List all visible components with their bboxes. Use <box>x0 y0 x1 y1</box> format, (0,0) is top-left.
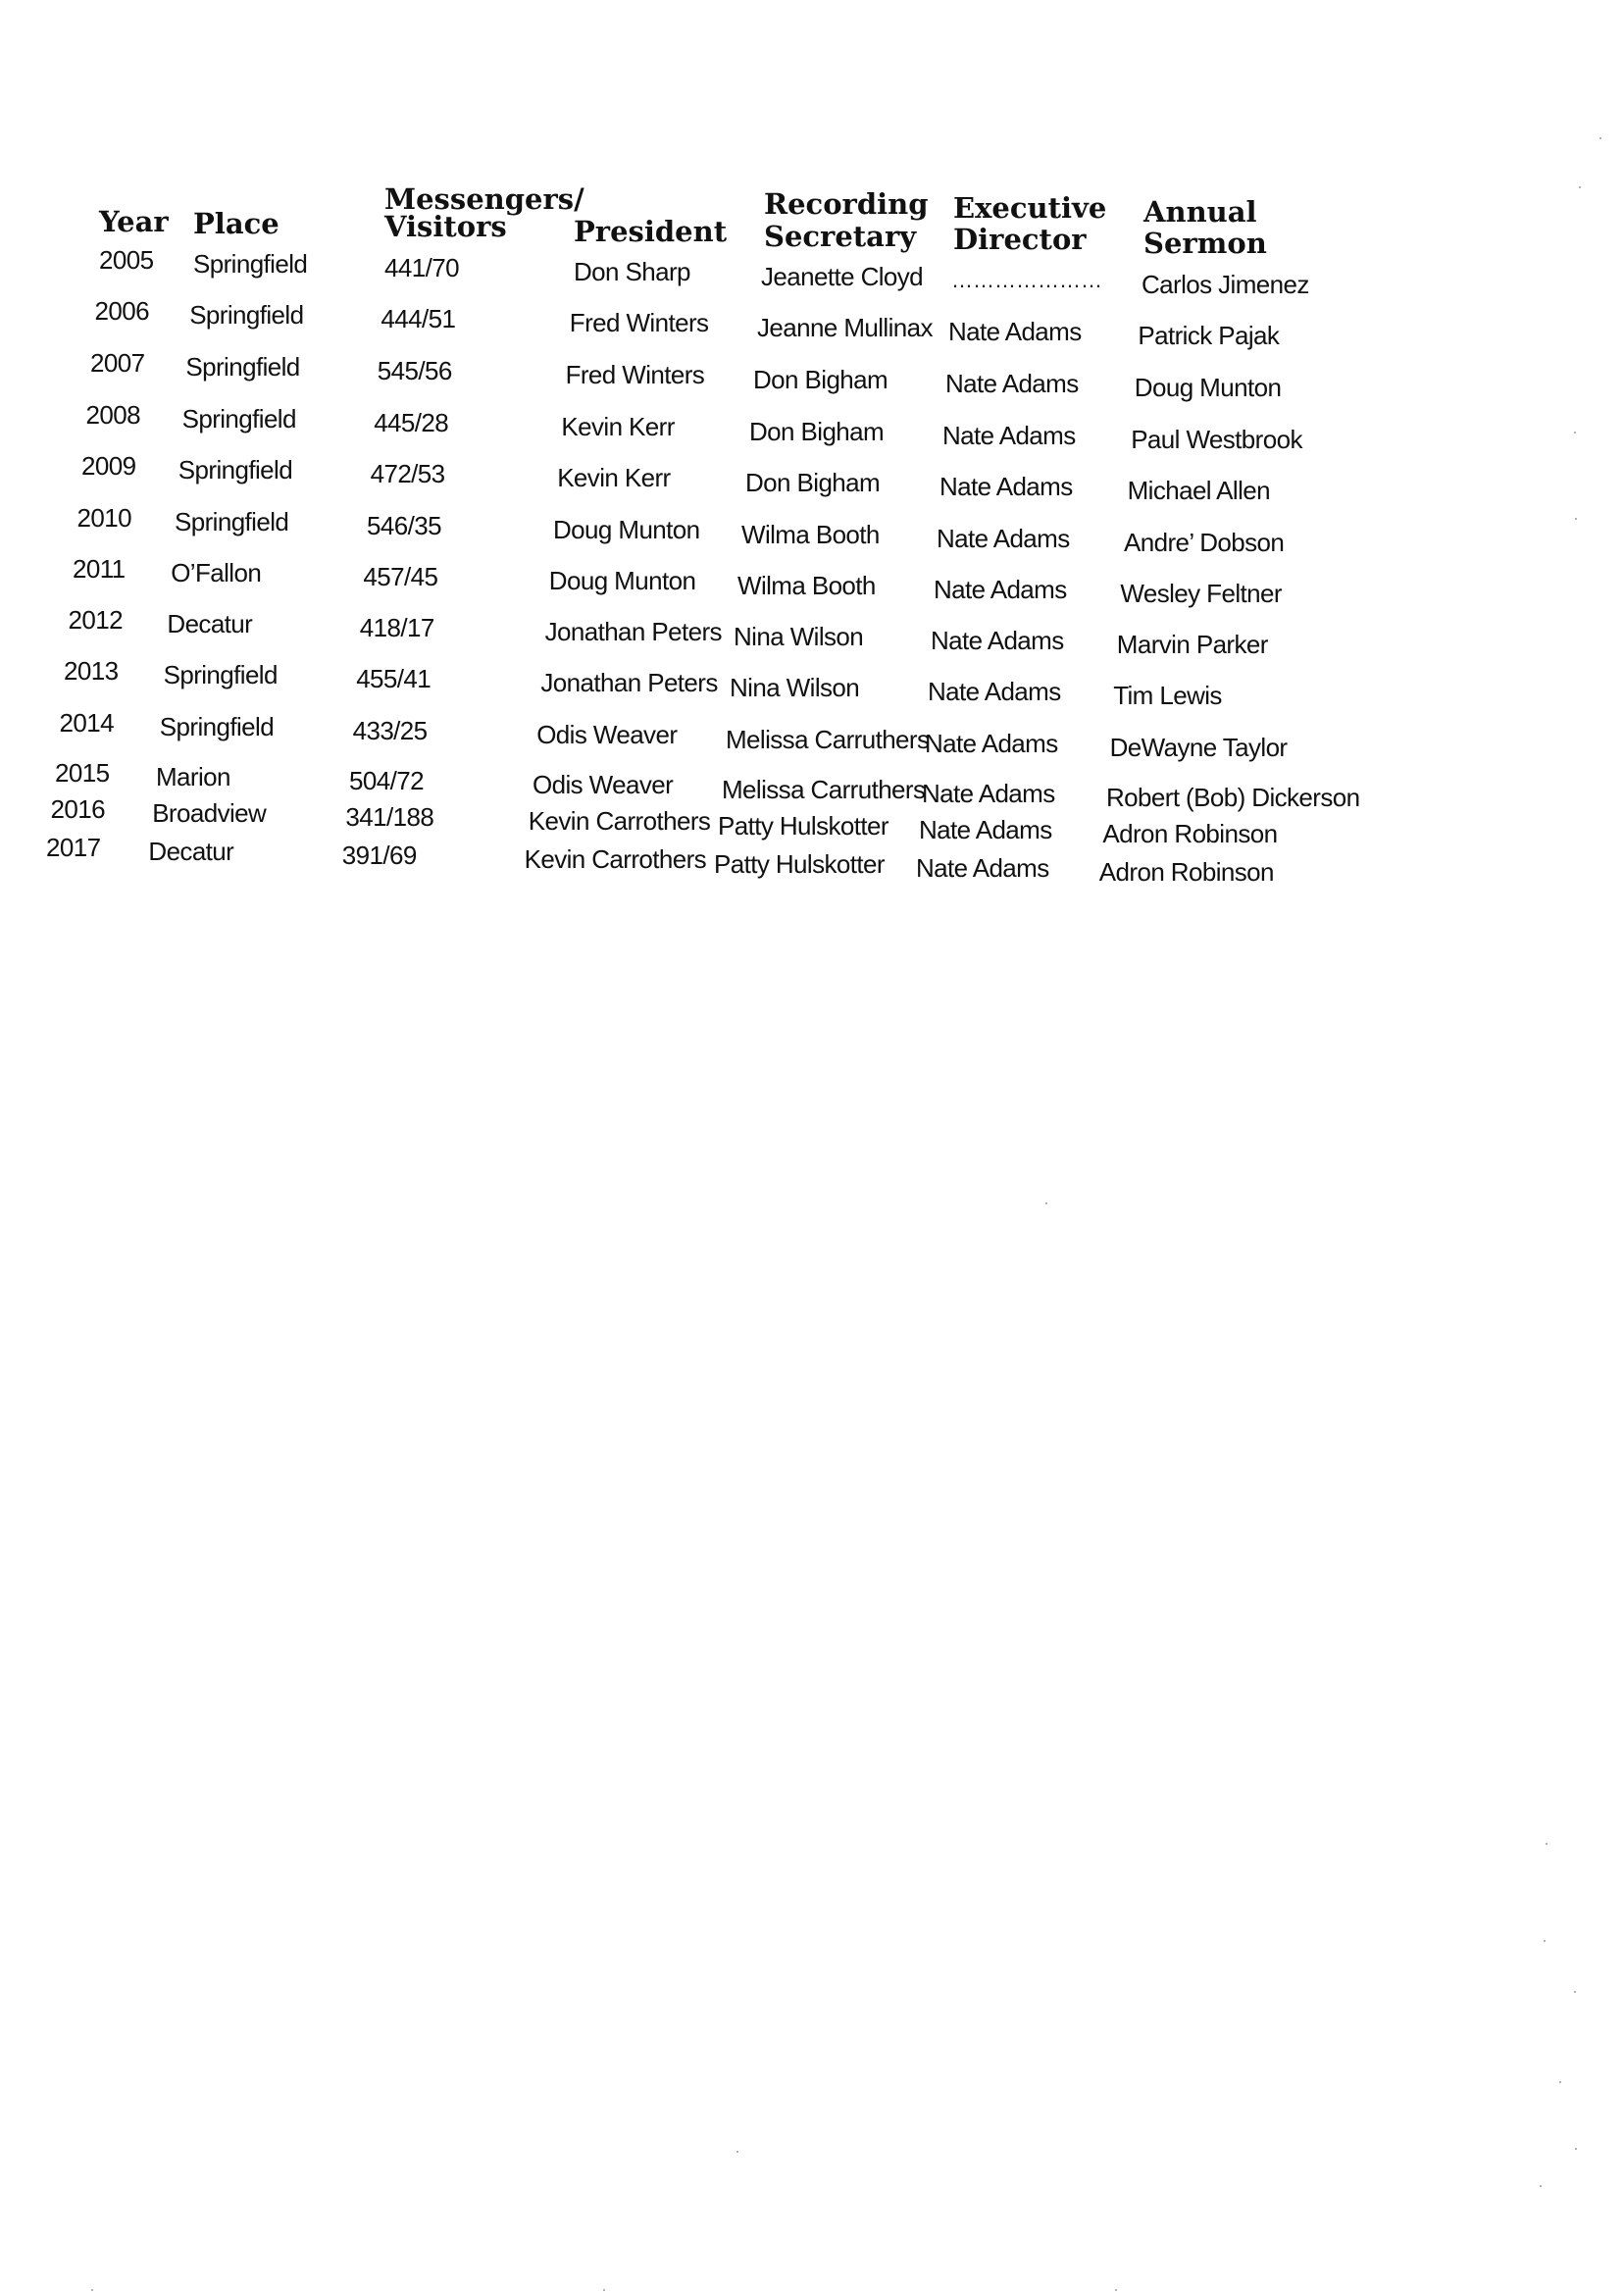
messengers-cell: 391/69 <box>341 841 417 871</box>
year-cell: 2016 <box>50 794 105 824</box>
scan-speck <box>1559 2081 1561 2083</box>
executive-director-cell: Nate Adams <box>925 728 1058 758</box>
header-recording-line2: Secretary <box>764 220 917 253</box>
place-cell: Springfield <box>159 712 275 742</box>
recording-secretary-cell: Wilma Booth <box>737 570 876 600</box>
year-cell: 2009 <box>81 451 136 481</box>
scan-speck <box>1579 186 1581 188</box>
header-messengers-line1: Messengers/ <box>384 182 584 216</box>
header-place: Place <box>193 207 279 240</box>
messengers-cell: 433/25 <box>352 716 428 746</box>
executive-director-cell: Nate Adams <box>937 523 1070 553</box>
executive-director-cell: Nate Adams <box>931 625 1064 655</box>
place-cell: Decatur <box>148 837 234 867</box>
recording-secretary-cell: Jeanette Cloyd <box>761 261 924 291</box>
messengers-cell: 472/53 <box>370 459 445 489</box>
president-cell: Jonathan Peters <box>540 668 718 698</box>
year-cell: 2015 <box>55 758 110 788</box>
recording-secretary-cell: Don Bigham <box>753 364 888 394</box>
executive-director-cell: Nate Adams <box>939 471 1073 501</box>
president-cell: Fred Winters <box>569 308 709 338</box>
recording-secretary-cell: Nina Wilson <box>734 621 864 651</box>
place-cell: Broadview <box>152 798 267 829</box>
place-cell: Springfield <box>181 404 296 434</box>
annual-sermon-cell: Doug Munton <box>1134 372 1282 402</box>
annual-meeting-table <box>0 0 1624 922</box>
place-cell: Springfield <box>189 300 304 331</box>
place-cell: Springfield <box>175 507 289 537</box>
president-cell: Odis Weaver <box>536 720 678 750</box>
messengers-cell: 455/41 <box>356 664 431 694</box>
recording-secretary-cell: Wilma Booth <box>741 519 880 549</box>
scan-speck <box>1574 1991 1576 1993</box>
annual-sermon-cell: Adron Robinson <box>1102 818 1278 848</box>
president-cell: Kevin Carrothers <box>528 806 711 837</box>
messengers-cell: 504/72 <box>349 766 424 796</box>
header-recording-line1: Recording <box>764 187 929 221</box>
president-cell: Odis Weaver <box>533 770 674 800</box>
executive-director-cell: Nate Adams <box>928 676 1061 706</box>
annual-sermon-cell: Paul Westbrook <box>1131 424 1302 454</box>
annual-sermon-cell: DeWayne Taylor <box>1109 732 1288 762</box>
scan-speck <box>1575 518 1577 520</box>
executive-director-cell: Nate Adams <box>948 316 1082 346</box>
recording-secretary-cell: Melissa Carruthers <box>722 774 926 804</box>
recording-secretary-cell: Don Bigham <box>745 467 881 497</box>
scan-speck <box>1540 2185 1542 2187</box>
annual-sermon-cell: Michael Allen <box>1127 475 1270 505</box>
place-cell: Springfield <box>178 455 293 485</box>
messengers-cell: 441/70 <box>384 253 459 283</box>
place-cell: O’Fallon <box>171 558 262 588</box>
president-cell: Fred Winters <box>565 360 705 390</box>
scan-speck <box>1599 137 1601 139</box>
year-cell: 2010 <box>76 503 131 533</box>
executive-director-cell: Nate Adams <box>934 574 1067 604</box>
president-cell: Doug Munton <box>548 566 696 596</box>
annual-sermon-cell: Andre’ Dobson <box>1124 527 1285 557</box>
executive-director-cell: Nate Adams <box>919 814 1052 844</box>
place-cell: Decatur <box>167 609 253 639</box>
scan-speck <box>1115 2289 1117 2291</box>
year-cell: 2011 <box>73 554 126 584</box>
scan-speck <box>603 2289 605 2291</box>
annual-sermon-cell: Patrick Pajak <box>1138 320 1280 350</box>
messengers-cell: 457/45 <box>363 562 438 592</box>
scan-speck <box>1546 1843 1548 1845</box>
header-annual-line2: Sermon <box>1143 227 1267 260</box>
place-cell: Springfield <box>163 660 278 690</box>
year-cell: 2012 <box>68 605 123 635</box>
recording-secretary-cell: Patty Hulskotter <box>718 810 888 841</box>
recording-secretary-cell: Patty Hulskotter <box>714 848 885 879</box>
annual-sermon-cell: Carlos Jimenez <box>1142 269 1309 299</box>
executive-director-cell: Nate Adams <box>922 778 1055 808</box>
president-cell: Kevin Kerr <box>557 463 671 493</box>
year-cell: 2008 <box>85 400 140 430</box>
recording-secretary-cell: Melissa Carruthers <box>726 724 930 754</box>
annual-sermon-cell: Wesley Feltner <box>1120 578 1282 608</box>
executive-director-cell: Nate Adams <box>945 368 1079 398</box>
messengers-cell: 445/28 <box>374 408 449 438</box>
scan-speck <box>1544 1940 1546 1942</box>
president-cell: Kevin Carrothers <box>524 844 707 875</box>
year-cell: 2013 <box>64 656 119 686</box>
messengers-cell: 341/188 <box>345 802 434 833</box>
recording-secretary-cell: Jeanne Mullinax <box>757 312 933 342</box>
year-cell: 2014 <box>59 708 114 738</box>
messengers-cell: 546/35 <box>367 511 441 541</box>
header-annual-line1: Annual <box>1143 195 1257 229</box>
scan-speck <box>1574 432 1576 433</box>
messengers-cell: 545/56 <box>377 356 452 386</box>
executive-director-cell: Nate Adams <box>916 852 1049 883</box>
scan-speck <box>91 2289 93 2291</box>
place-cell: Marion <box>156 762 230 792</box>
header-executive-line1: Executive <box>953 191 1107 225</box>
recording-secretary-cell: Nina Wilson <box>730 672 860 702</box>
header-president: President <box>574 215 728 248</box>
header-executive-line2: Director <box>953 223 1087 256</box>
annual-sermon-cell: Robert (Bob) Dickerson <box>1106 782 1360 812</box>
president-cell: Don Sharp <box>574 257 690 287</box>
president-cell: Kevin Kerr <box>561 412 675 442</box>
scan-speck <box>1045 1202 1047 1204</box>
header-messengers-line2: Visitors <box>384 210 507 243</box>
year-cell: 2007 <box>90 348 145 378</box>
scan-speck <box>1575 2148 1577 2150</box>
messengers-cell: 418/17 <box>359 613 434 643</box>
president-cell: Doug Munton <box>553 515 700 545</box>
year-cell: 2006 <box>94 296 149 326</box>
executive-director-cell: Nate Adams <box>942 420 1076 450</box>
annual-sermon-cell: Marvin Parker <box>1116 629 1268 659</box>
scan-speck <box>736 2151 738 2153</box>
president-cell: Jonathan Peters <box>544 617 722 647</box>
executive-director-cell: ………………… <box>951 267 1102 292</box>
place-cell: Springfield <box>193 249 308 280</box>
year-cell: 2005 <box>99 245 154 275</box>
messengers-cell: 444/51 <box>381 304 456 334</box>
recording-secretary-cell: Don Bigham <box>749 416 885 446</box>
annual-sermon-cell: Tim Lewis <box>1113 680 1222 710</box>
year-cell: 2017 <box>46 833 101 862</box>
annual-sermon-cell: Adron Robinson <box>1098 856 1274 887</box>
header-year: Year <box>99 205 169 238</box>
place-cell: Springfield <box>185 352 300 382</box>
